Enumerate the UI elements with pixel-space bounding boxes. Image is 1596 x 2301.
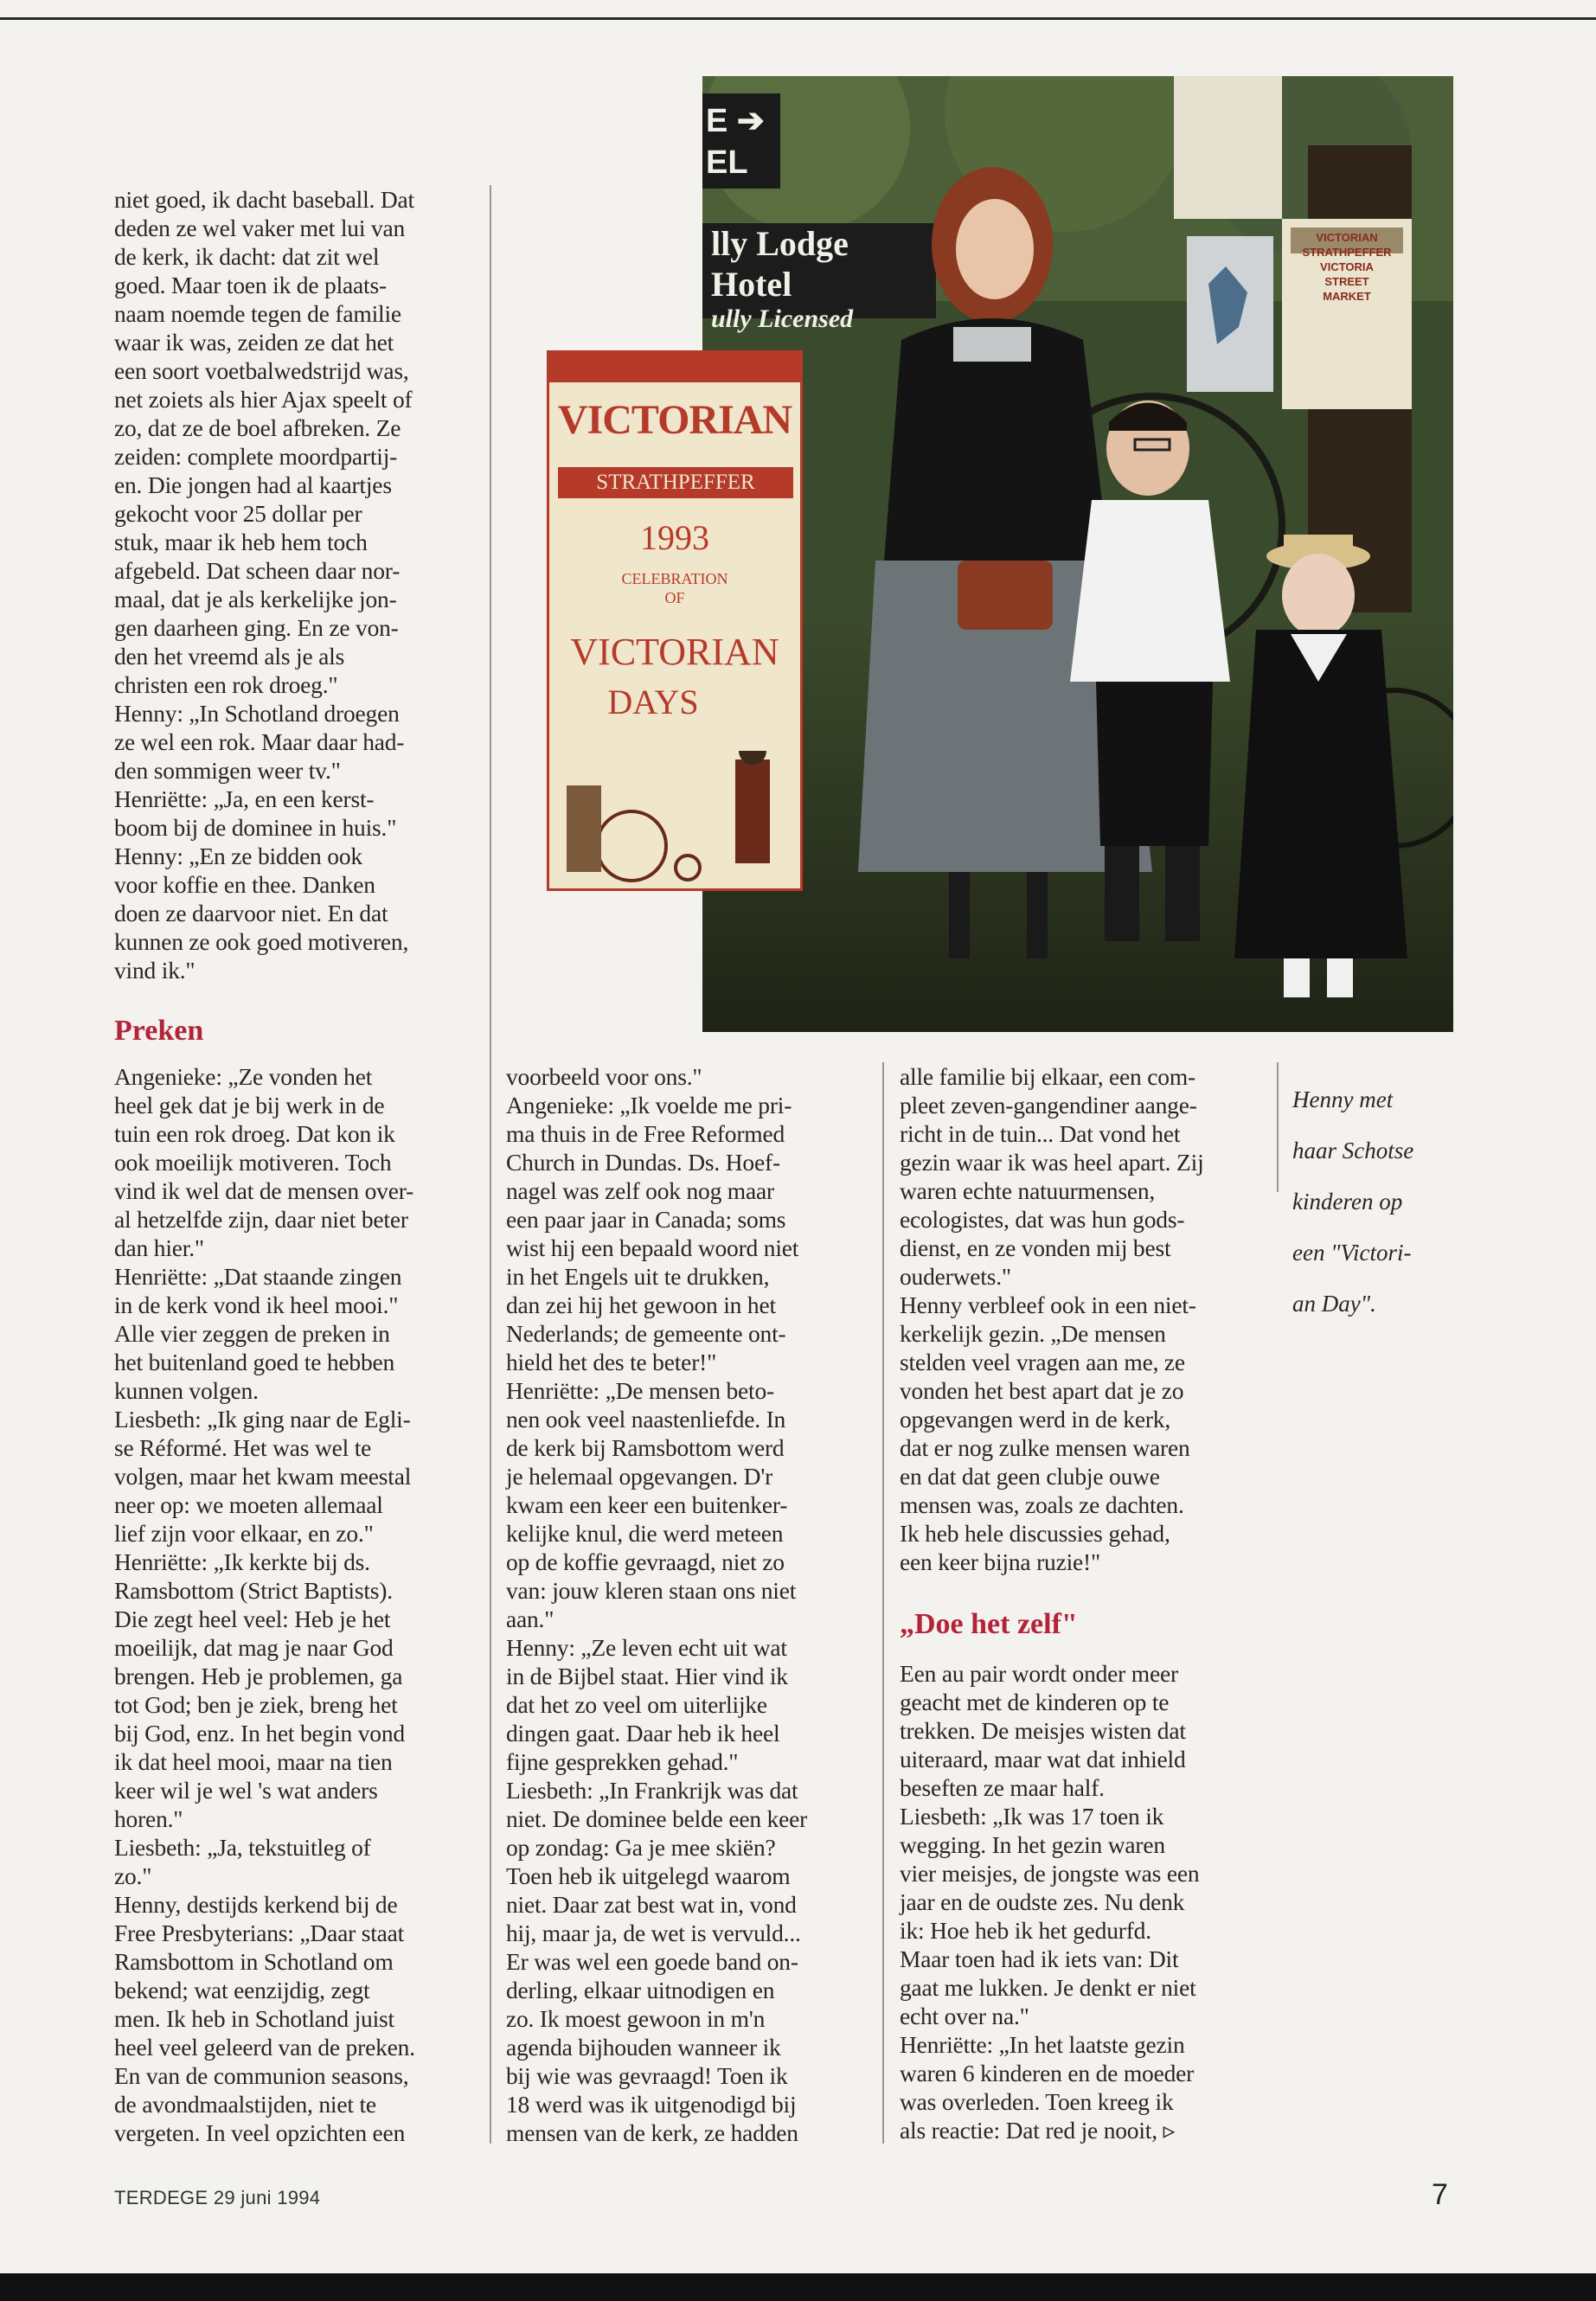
- poster-days: DAYS: [607, 683, 699, 721]
- text-line: neer op: we moeten allemaal: [114, 1491, 383, 1518]
- text-line: maal, dat je als kerkelijke jon-: [114, 586, 397, 612]
- text-line: de avondmaalstijden, niet te: [114, 2091, 376, 2118]
- text-line: Toen heb ik uitgelegd waarom: [506, 1862, 791, 1889]
- text-line: stelden veel vragen aan me, ze: [900, 1349, 1185, 1375]
- text-line: geacht met de kinderen op te: [900, 1689, 1170, 1715]
- text-line: gen daarheen ging. En ze von-: [114, 614, 399, 641]
- text-line: boom bij de dominee in huis.": [114, 814, 397, 841]
- market-poster-line: VICTORIAN: [1316, 231, 1378, 244]
- text-line: Henriëtte: „In het laatste gezin: [900, 2031, 1185, 2058]
- text-line: aan.": [506, 1606, 554, 1632]
- text-line: mensen van de kerk, ze hadden: [506, 2119, 798, 2146]
- column-3-top-text: [900, 1062, 1263, 1576]
- text-line: als reactie: Dat red je nooit, ▹: [900, 2117, 1176, 2144]
- text-line: het buitenland goed te hebben: [114, 1349, 395, 1375]
- text-line: ook moeilijk motiveren. Toch: [114, 1149, 392, 1176]
- text-line: Free Presbyterians: „Daar staat: [114, 1920, 405, 1946]
- text-line: Henriëtte: „Ik kerkte bij ds.: [114, 1548, 370, 1575]
- text-line: Henny, destijds kerkend bij de: [114, 1891, 398, 1918]
- hotel-sign-sub: ully Licensed: [711, 304, 854, 333]
- text-line: Henriëtte: „Ja, en een kerst-: [114, 785, 375, 812]
- text-line: voorbeeld voor ons.": [506, 1063, 702, 1090]
- text-line: Er was wel een goede band on-: [506, 1948, 798, 1975]
- market-poster-line: STRATHPEFFER: [1302, 246, 1392, 259]
- text-line: ik dat heel mooi, maar na tien: [114, 1748, 393, 1775]
- text-line: dan hier.": [114, 1234, 204, 1261]
- text-line: derling, elkaar uitnodigen en: [506, 1977, 775, 2003]
- text-line: een keer bijna ruzie!": [900, 1548, 1101, 1575]
- text-line: gaat me lukken. Je denkt er niet: [900, 1974, 1196, 2001]
- text-line: zo.": [114, 1862, 152, 1889]
- text-line: tot God; ben je ziek, breng het: [114, 1691, 398, 1718]
- text-line: vind ik.": [114, 957, 195, 984]
- text-line: op zondag: Ga je mee skiën?: [506, 1834, 776, 1861]
- text-line: tuin een rok droeg. Dat kon ik: [114, 1120, 395, 1147]
- text-line: Henriëtte: „Dat staande zingen: [114, 1263, 402, 1290]
- text-line: in de Bijbel staat. Hier vind ik: [506, 1663, 788, 1689]
- text-line: de kerk bij Ramsbottom werd: [506, 1434, 785, 1461]
- text-line: keer wil je wel 's wat anders: [114, 1777, 378, 1804]
- text-line: horen.": [114, 1805, 183, 1832]
- text-line: een soort voetbalwedstrijd was,: [114, 357, 409, 384]
- text-line: nagel was zelf ook nog maar: [506, 1177, 774, 1204]
- text-line: ze wel een rok. Maar daar had-: [114, 728, 405, 755]
- text-line: al hetzelfde zijn, daar niet beter: [114, 1206, 408, 1233]
- text-line: dienst, en ze vonden mij best: [900, 1234, 1171, 1261]
- text-line: moeilijk, dat mag je naar God: [114, 1634, 394, 1661]
- publication-footer: TERDEGE 29 juni 1994: [114, 2187, 321, 2208]
- text-line: Angenieke: „Ik voelde me pri-: [506, 1092, 792, 1118]
- text-line: brengen. Heb je problemen, ga: [114, 1663, 403, 1689]
- text-line: zo, dat ze de boel afbreken. Ze: [114, 414, 401, 441]
- family-photo: [702, 76, 1453, 1032]
- text-line: goed. Maar toen ik de plaats-: [114, 272, 387, 298]
- text-line: dat er nog zulke mensen waren: [900, 1434, 1190, 1461]
- caption-line: kinderen op: [1292, 1189, 1403, 1215]
- text-line: gekocht voor 25 dollar per: [114, 500, 362, 527]
- text-line: zo. Ik moest gewoon in m'n: [506, 2005, 766, 2032]
- text-line: stuk, maar ik heb hem toch: [114, 529, 368, 555]
- text-line: kunnen ze ook goed motiveren,: [114, 928, 409, 955]
- text-line: hij, maar ja, de wet is vervuld...: [506, 1920, 801, 1946]
- market-poster-line: MARKET: [1323, 290, 1371, 303]
- text-line: kunnen volgen.: [114, 1377, 259, 1404]
- text-line: agenda bijhouden wanneer ik: [506, 2034, 781, 2061]
- text-line: dingen gaat. Daar heb ik heel: [506, 1720, 780, 1747]
- text-line: niet goed, ik dacht baseball. Dat: [114, 186, 414, 213]
- text-line: niet. Daar zat best wat in, vond: [506, 1891, 797, 1918]
- text-line: Ramsbottom (Strict Baptists).: [114, 1577, 393, 1604]
- column-divider-1: [490, 185, 491, 2144]
- text-line: Nederlands; de gemeente ont-: [506, 1320, 786, 1347]
- text-line: vier meisjes, de jongste was een: [900, 1860, 1200, 1887]
- text-line: je helemaal opgevangen. D'r: [506, 1463, 773, 1490]
- text-line: den sommigen weer tv.": [114, 757, 341, 784]
- text-line: van: jouw kleren staan ons niet: [506, 1577, 797, 1604]
- column-1-bottom-text: [114, 1062, 478, 2147]
- text-line: lief zijn voor elkaar, en zo.": [114, 1520, 374, 1547]
- text-line: jaar en de oudste zes. Nu denk: [900, 1888, 1185, 1915]
- text-line: ik: Hoe heb ik het gedurfd.: [900, 1917, 1151, 1944]
- text-line: Alle vier zeggen de preken in: [114, 1320, 390, 1347]
- text-line: nen ook veel naastenliefde. In: [506, 1406, 786, 1433]
- market-poster: [1291, 230, 1403, 304]
- caption-line: Henny met: [1292, 1086, 1394, 1112]
- text-line: wegging. In het gezin waren: [900, 1831, 1165, 1858]
- text-line: de kerk, ik dacht: dat zit wel: [114, 243, 380, 270]
- text-line: Henny: „In Schotland droegen: [114, 700, 400, 727]
- text-line: ecologistes, dat was hun gods-: [900, 1206, 1185, 1233]
- text-line: afgebeld. Dat scheen daar nor-: [114, 557, 401, 584]
- text-line: Ramsbottom in Schotland om: [114, 1948, 394, 1975]
- poster-celebration-line-1: CELEBRATION: [621, 570, 728, 587]
- text-line: Henny: „Ze leven echt uit wat: [506, 1634, 787, 1661]
- text-line: volgen, maar het kwam meestal: [114, 1463, 412, 1490]
- photo-illustration: [702, 76, 1453, 1032]
- text-line: kelijke knul, die werd meteen: [506, 1520, 784, 1547]
- arrow-sign-line-2: EL: [706, 144, 748, 181]
- column-3-bottom-text: [900, 1659, 1263, 2144]
- text-line: kwam een keer een buitenker-: [506, 1491, 788, 1518]
- text-line: waren echte natuurmensen,: [900, 1177, 1156, 1204]
- text-line: Henriëtte: „De mensen beto-: [506, 1377, 774, 1404]
- text-line: niet. De dominee belde een keer: [506, 1805, 808, 1832]
- text-line: trekken. De meisjes wisten dat: [900, 1717, 1186, 1744]
- text-line: opgevangen werd in de kerk,: [900, 1406, 1171, 1433]
- text-line: zeiden: complete moordpartij-: [114, 443, 398, 470]
- column-1-top-text: [114, 185, 478, 984]
- text-line: heel gek dat je bij werk in de: [114, 1092, 385, 1118]
- caption-line: een "Victori-: [1292, 1240, 1412, 1266]
- text-line: Angenieke: „Ze vonden het: [114, 1063, 373, 1090]
- text-line: en dat dat geen clubje ouwe: [900, 1463, 1160, 1490]
- poster-celebration-line-2: OF: [664, 589, 685, 606]
- text-line: gezin waar ik was heel apart. Zij: [900, 1149, 1204, 1176]
- victorian-days-poster: [547, 350, 803, 891]
- text-line: mensen was, zoals ze dachten.: [900, 1491, 1184, 1518]
- text-line: dan zei hij het gewoon in het: [506, 1292, 776, 1318]
- text-line: En van de communion seasons,: [114, 2062, 409, 2089]
- text-line: se Réformé. Het was wel te: [114, 1434, 372, 1461]
- text-line: was overleden. Toen kreeg ik: [900, 2088, 1174, 2115]
- text-line: naam noemde tegen de familie: [114, 300, 401, 327]
- arrow-sign: [706, 100, 765, 183]
- text-line: Liesbeth: „In Frankrijk was dat: [506, 1777, 798, 1804]
- text-line: vonden het best apart dat je zo: [900, 1377, 1184, 1404]
- arrow-sign-line-1: E ➔: [706, 103, 765, 139]
- poster-celebration: [549, 569, 800, 607]
- text-line: een paar jaar in Canada; soms: [506, 1206, 786, 1233]
- text-line: christen een rok droeg.": [114, 671, 338, 698]
- text-line: net zoiets als hier Ajax speelt of: [114, 386, 413, 413]
- poster-victorian: VICTORIAN: [570, 631, 779, 673]
- poster-year: 1993: [640, 518, 709, 557]
- text-line: Ik heb hele discussies gehad,: [900, 1520, 1170, 1547]
- text-line: op de koffie gevraagd, niet zo: [506, 1548, 785, 1575]
- text-line: deden ze wel vaker met lui van: [114, 215, 406, 241]
- text-line: doen ze daarvoor niet. En dat: [114, 900, 388, 926]
- text-line: hield het des te beter!": [506, 1349, 717, 1375]
- text-line: echt over na.": [900, 2003, 1029, 2029]
- text-line: Church in Dundas. Ds. Hoef-: [506, 1149, 780, 1176]
- text-line: en. Die jongen had al kaartjes: [114, 471, 392, 498]
- text-line: alle familie bij elkaar, een com-: [900, 1063, 1195, 1090]
- text-line: den het vreemd als je als: [114, 643, 345, 670]
- text-line: men. Ik heb in Schotland juist: [114, 2005, 394, 2032]
- text-line: in de kerk vond ik heel mooi.": [114, 1292, 399, 1318]
- text-line: waren 6 kinderen en de moeder: [900, 2060, 1195, 2086]
- text-line: bekend; wat eenzijdig, zegt: [114, 1977, 370, 2003]
- caption-line: haar Schotse: [1292, 1138, 1414, 1163]
- text-line: Een au pair wordt onder meer: [900, 1660, 1178, 1687]
- text-line: fijne gesprekken gehad.": [506, 1748, 739, 1775]
- text-line: Henny: „En ze bidden ook: [114, 843, 362, 869]
- text-line: bij God, enz. In het begin vond: [114, 1720, 405, 1747]
- market-poster-line: STREET: [1324, 275, 1369, 288]
- text-line: vergeten. In veel opzichten een: [114, 2119, 406, 2146]
- text-line: uiteraard, maar wat dat inhield: [900, 1746, 1186, 1772]
- caption-line: an Day".: [1292, 1291, 1376, 1317]
- bottom-band: [0, 2273, 1596, 2301]
- text-line: wist hij een bepaald woord niet: [506, 1234, 799, 1261]
- column-2-text: [506, 1062, 869, 2147]
- column-divider-3: [1277, 1062, 1279, 1192]
- hotel-sign: [711, 223, 936, 334]
- text-line: voor koffie en thee. Danken: [114, 871, 375, 898]
- text-line: ouderwets.": [900, 1263, 1011, 1290]
- hotel-sign-name: lly Lodge Hotel: [711, 224, 849, 304]
- text-line: Henny verbleef ook in een niet-: [900, 1292, 1196, 1318]
- poster-place: STRATHPEFFER: [558, 467, 793, 498]
- text-line: Liesbeth: „Ik ging naar de Egli-: [114, 1406, 411, 1433]
- text-line: 18 werd was ik uitgenodigd bij: [506, 2091, 797, 2118]
- page-number: 7: [1432, 2178, 1448, 2211]
- text-line: in het Engels uit te drukken,: [506, 1263, 770, 1290]
- text-line: kerkelijk gezin. „De mensen: [900, 1320, 1166, 1347]
- text-line: richt in de tuin... Dat vond het: [900, 1120, 1181, 1147]
- top-rule: [0, 17, 1596, 20]
- heading-doe-het-zelf: „Doe het zelf": [900, 1608, 1078, 1640]
- text-line: Liesbeth: „Ik was 17 toen ik: [900, 1803, 1164, 1830]
- column-divider-2: [882, 1062, 884, 2144]
- text-line: heel veel geleerd van de preken.: [114, 2034, 415, 2061]
- text-line: ma thuis in de Free Reformed: [506, 1120, 785, 1147]
- text-line: Die zegt heel veel: Heb je het: [114, 1606, 391, 1632]
- poster-top-border: [549, 353, 800, 382]
- text-line: bij wie was gevraagd! Toen ik: [506, 2062, 788, 2089]
- poster-illustration: [549, 751, 803, 889]
- text-line: beseften ze maar half.: [900, 1774, 1105, 1801]
- text-line: Maar toen had ik iets van: Dit: [900, 1945, 1179, 1972]
- text-line: waar ik was, zeiden ze dat het: [114, 329, 394, 356]
- poster-title: VICTORIAN: [557, 397, 792, 443]
- photo-caption: [1292, 1062, 1465, 1341]
- heading-preken: Preken: [114, 1015, 204, 1047]
- text-line: vind ik wel dat de mensen over-: [114, 1177, 414, 1204]
- text-line: pleet zeven-gangendiner aange-: [900, 1092, 1197, 1118]
- market-poster-line: VICTORIA: [1320, 260, 1374, 273]
- text-line: dat het zo veel om uiterlijke: [506, 1691, 767, 1718]
- text-line: Liesbeth: „Ja, tekstuitleg of: [114, 1834, 371, 1861]
